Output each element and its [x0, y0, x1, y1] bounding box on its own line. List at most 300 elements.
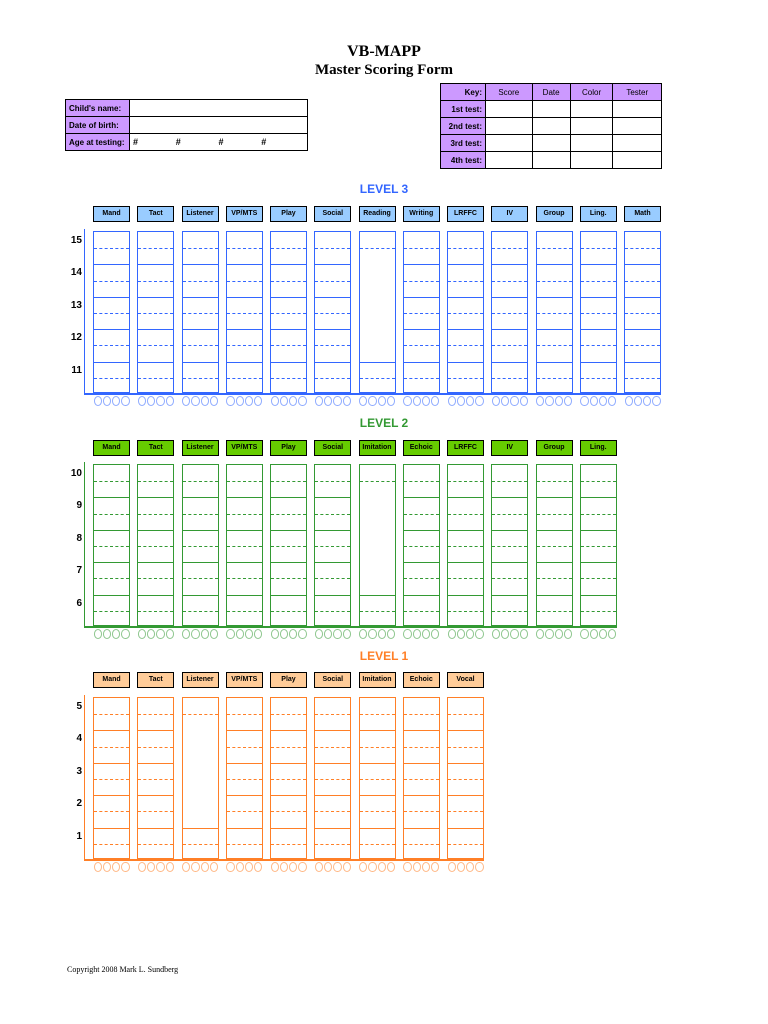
- test-circle[interactable]: [182, 396, 190, 406]
- domain-header: Imitation: [359, 440, 396, 456]
- test-circle[interactable]: [431, 396, 439, 406]
- test-circle[interactable]: [536, 629, 544, 639]
- score-cell-divider: [315, 546, 350, 547]
- domain-column[interactable]: [359, 464, 396, 626]
- score-cell-divider: [448, 779, 483, 780]
- test-circle[interactable]: [324, 629, 332, 639]
- domain-column[interactable]: [491, 231, 528, 393]
- score-cell-divider: [537, 595, 572, 596]
- test-circle[interactable]: [333, 396, 341, 406]
- test-circle[interactable]: [121, 629, 129, 639]
- score-cell-divider: [138, 844, 173, 845]
- test-circle[interactable]: [387, 396, 395, 406]
- score-cell-divider: [227, 362, 262, 363]
- test-circle[interactable]: [545, 629, 553, 639]
- score-cell-divider: [227, 763, 262, 764]
- domain-column[interactable]: [137, 231, 174, 393]
- test-circle[interactable]: [280, 396, 288, 406]
- test-circles: [359, 396, 396, 408]
- dob-row: [66, 117, 308, 134]
- test-circle[interactable]: [271, 629, 279, 639]
- test-circle[interactable]: [368, 396, 376, 406]
- score-cell-divider: [315, 828, 350, 829]
- test-circle[interactable]: [643, 396, 651, 406]
- test-circle[interactable]: [245, 862, 253, 872]
- test-circle[interactable]: [590, 629, 598, 639]
- dob-field[interactable]: [130, 117, 308, 134]
- domain-header: Social: [314, 440, 351, 456]
- score-cell-divider: [448, 795, 483, 796]
- test-circle[interactable]: [201, 629, 209, 639]
- score-cell-divider: [404, 297, 439, 298]
- test-circles: [314, 862, 351, 874]
- score-cell-divider: [227, 795, 262, 796]
- score-cell-divider: [625, 248, 660, 249]
- domain-column[interactable]: [226, 697, 263, 859]
- test-circle[interactable]: [492, 396, 500, 406]
- test-circle[interactable]: [280, 862, 288, 872]
- test-circle[interactable]: [138, 396, 146, 406]
- test-circle[interactable]: [378, 396, 386, 406]
- domain-column[interactable]: [314, 697, 351, 859]
- test-circles: [580, 629, 617, 641]
- test-circle[interactable]: [245, 396, 253, 406]
- test-circle[interactable]: [536, 396, 544, 406]
- test-circle[interactable]: [457, 629, 465, 639]
- score-cell-divider: [183, 844, 218, 845]
- score-cell-divider: [360, 730, 395, 731]
- score-cell-divider: [581, 281, 616, 282]
- test-circle[interactable]: [555, 396, 563, 406]
- test-circle[interactable]: [368, 629, 376, 639]
- key-cell[interactable]: [570, 152, 613, 169]
- domain-column[interactable]: [359, 697, 396, 859]
- domain-column[interactable]: [93, 231, 130, 393]
- grid-axis: [84, 229, 85, 395]
- score-cell-divider: [94, 595, 129, 596]
- domain-header: Ling.: [580, 440, 617, 456]
- test-circle[interactable]: [138, 862, 146, 872]
- key-cell[interactable]: [613, 101, 662, 118]
- test-circles: [536, 396, 573, 408]
- test-circle[interactable]: [564, 629, 572, 639]
- score-cell-divider: [448, 329, 483, 330]
- score-cell-divider: [227, 378, 262, 379]
- domain-column[interactable]: [447, 464, 484, 626]
- score-cell-divider: [138, 562, 173, 563]
- score-cell-divider: [227, 730, 262, 731]
- domain-column[interactable]: [624, 231, 661, 393]
- key-cell[interactable]: [532, 152, 570, 169]
- test-circle[interactable]: [147, 629, 155, 639]
- score-cell-divider: [138, 248, 173, 249]
- domain-column[interactable]: [580, 231, 617, 393]
- score-cell-divider: [138, 795, 173, 796]
- test-circle[interactable]: [156, 862, 164, 872]
- test-circle[interactable]: [182, 862, 190, 872]
- score-cell-divider: [271, 530, 306, 531]
- test-circle[interactable]: [422, 862, 430, 872]
- milestone-number: 2: [76, 798, 82, 810]
- test-circle[interactable]: [634, 396, 642, 406]
- test-circle[interactable]: [103, 862, 111, 872]
- test-circle[interactable]: [236, 396, 244, 406]
- score-cell-divider: [94, 297, 129, 298]
- test-circle[interactable]: [147, 862, 155, 872]
- score-cell-divider: [315, 313, 350, 314]
- score-cell-divider: [227, 578, 262, 579]
- score-cell-divider: [138, 779, 173, 780]
- test-circle[interactable]: [103, 629, 111, 639]
- score-cell-divider: [537, 378, 572, 379]
- test-circle[interactable]: [343, 629, 351, 639]
- test-circle[interactable]: [271, 862, 279, 872]
- test-circle[interactable]: [166, 629, 174, 639]
- test-circle[interactable]: [226, 629, 234, 639]
- test-circle[interactable]: [387, 862, 395, 872]
- test-circle[interactable]: [510, 396, 518, 406]
- test-circle[interactable]: [413, 862, 421, 872]
- score-cell-divider: [404, 281, 439, 282]
- test-circle[interactable]: [201, 862, 209, 872]
- key-cell[interactable]: [486, 118, 533, 135]
- score-cell-divider: [448, 578, 483, 579]
- score-cell-divider: [183, 281, 218, 282]
- test-circle[interactable]: [210, 629, 218, 639]
- test-circle[interactable]: [501, 629, 509, 639]
- test-circle[interactable]: [315, 629, 323, 639]
- domain-column[interactable]: [137, 464, 174, 626]
- domain-header: Group: [536, 206, 573, 222]
- score-cell-divider: [537, 546, 572, 547]
- score-cell-divider: [581, 578, 616, 579]
- score-cell-divider: [94, 811, 129, 812]
- test-circle[interactable]: [280, 629, 288, 639]
- score-cell-divider: [315, 281, 350, 282]
- score-cell-divider: [404, 562, 439, 563]
- score-cell-divider: [404, 611, 439, 612]
- test-circle[interactable]: [94, 629, 102, 639]
- test-circle[interactable]: [403, 862, 411, 872]
- test-circle[interactable]: [254, 862, 262, 872]
- domain-header: Social: [314, 206, 351, 222]
- test-circle[interactable]: [236, 862, 244, 872]
- test-circle[interactable]: [254, 396, 262, 406]
- score-cell-divider: [94, 264, 129, 265]
- test-circle[interactable]: [191, 629, 199, 639]
- color-header: Color: [570, 84, 613, 101]
- test-circle[interactable]: [343, 396, 351, 406]
- score-cell-divider: [404, 595, 439, 596]
- age-field[interactable]: [130, 134, 308, 151]
- test-circle[interactable]: [191, 396, 199, 406]
- test-circle[interactable]: [121, 862, 129, 872]
- test-circle[interactable]: [94, 862, 102, 872]
- score-cell-divider: [625, 345, 660, 346]
- domain-column[interactable]: [403, 697, 440, 859]
- score-cell-divider: [537, 578, 572, 579]
- domain-column[interactable]: [226, 231, 263, 393]
- test-circle[interactable]: [156, 396, 164, 406]
- test-circle[interactable]: [298, 629, 306, 639]
- domain-column[interactable]: [403, 464, 440, 626]
- test-circle[interactable]: [457, 862, 465, 872]
- test-circle[interactable]: [324, 396, 332, 406]
- test-circle[interactable]: [210, 396, 218, 406]
- test-circle[interactable]: [289, 396, 297, 406]
- score-cell-divider: [492, 578, 527, 579]
- test-circle[interactable]: [182, 629, 190, 639]
- test-circle[interactable]: [501, 396, 509, 406]
- test-circle[interactable]: [580, 396, 588, 406]
- test-circle[interactable]: [378, 629, 386, 639]
- score-cell-divider: [138, 514, 173, 515]
- score-header: Score: [486, 84, 533, 101]
- key-cell[interactable]: [613, 118, 662, 135]
- score-cell-divider: [271, 248, 306, 249]
- test-circle[interactable]: [457, 396, 465, 406]
- test-circle[interactable]: [625, 396, 633, 406]
- test-circle[interactable]: [343, 862, 351, 872]
- test-circle[interactable]: [236, 629, 244, 639]
- score-cell-divider: [227, 281, 262, 282]
- test-circle[interactable]: [520, 629, 528, 639]
- test-circles: [93, 862, 130, 874]
- test-circle[interactable]: [166, 396, 174, 406]
- test-circle[interactable]: [112, 862, 120, 872]
- test-circle[interactable]: [226, 862, 234, 872]
- child-name-row: [66, 100, 308, 117]
- age-label: Age at testing:: [66, 134, 130, 151]
- score-cell-divider: [581, 481, 616, 482]
- test-circle[interactable]: [431, 629, 439, 639]
- test-circle[interactable]: [413, 396, 421, 406]
- key-cell[interactable]: [486, 101, 533, 118]
- test-circle[interactable]: [121, 396, 129, 406]
- test-circle[interactable]: [431, 862, 439, 872]
- age-mark: #: [261, 137, 267, 147]
- score-cell-divider: [404, 378, 439, 379]
- test-circle[interactable]: [413, 629, 421, 639]
- test-circle[interactable]: [368, 862, 376, 872]
- domain-header: Social: [314, 672, 351, 688]
- domain-column[interactable]: [314, 464, 351, 626]
- test-circle[interactable]: [466, 862, 474, 872]
- key-cell[interactable]: [532, 135, 570, 152]
- domain-column[interactable]: [447, 231, 484, 393]
- key-cell[interactable]: [570, 135, 613, 152]
- domain-column[interactable]: [270, 231, 307, 393]
- test-circle[interactable]: [448, 396, 456, 406]
- test-circle[interactable]: [315, 396, 323, 406]
- score-cell-divider: [315, 345, 350, 346]
- test-circles: [314, 629, 351, 641]
- test-circle[interactable]: [359, 396, 367, 406]
- score-cell-divider: [271, 811, 306, 812]
- test-circle[interactable]: [403, 396, 411, 406]
- test-circle[interactable]: [387, 629, 395, 639]
- test-circle[interactable]: [254, 629, 262, 639]
- test-circle[interactable]: [510, 629, 518, 639]
- test-circle[interactable]: [226, 396, 234, 406]
- test-circles: [270, 629, 307, 641]
- dob-label: Date of birth:: [66, 117, 130, 134]
- score-cell-divider: [138, 714, 173, 715]
- score-cell-divider: [448, 811, 483, 812]
- test-circle[interactable]: [298, 396, 306, 406]
- score-cell-divider: [492, 264, 527, 265]
- test-circle[interactable]: [112, 396, 120, 406]
- test-circle[interactable]: [466, 629, 474, 639]
- test-circle[interactable]: [245, 629, 253, 639]
- score-cell-divider: [183, 611, 218, 612]
- score-cell-divider: [138, 611, 173, 612]
- test-circle[interactable]: [94, 396, 102, 406]
- test-circle[interactable]: [492, 629, 500, 639]
- test-circle[interactable]: [448, 629, 456, 639]
- milestone-number: 5: [76, 701, 82, 712]
- score-cell-divider: [271, 828, 306, 829]
- grid-axis: [84, 462, 85, 628]
- test-circle[interactable]: [201, 396, 209, 406]
- test-circle[interactable]: [210, 862, 218, 872]
- test-circle[interactable]: [147, 396, 155, 406]
- domain-column[interactable]: [137, 697, 174, 859]
- domain-column[interactable]: [182, 231, 219, 393]
- test-circle[interactable]: [359, 629, 367, 639]
- test-circle[interactable]: [475, 396, 483, 406]
- test-circle[interactable]: [475, 629, 483, 639]
- key-cell[interactable]: [613, 152, 662, 169]
- domain-column[interactable]: [447, 697, 484, 859]
- key-cell[interactable]: [486, 152, 533, 169]
- domain-column[interactable]: [536, 231, 573, 393]
- domain-column[interactable]: [580, 464, 617, 626]
- test-circle[interactable]: [448, 862, 456, 872]
- score-cell-divider: [271, 763, 306, 764]
- score-cell-divider: [138, 763, 173, 764]
- test-circle[interactable]: [422, 396, 430, 406]
- domain-column[interactable]: [226, 464, 263, 626]
- test-circle[interactable]: [599, 629, 607, 639]
- child-name-field[interactable]: [130, 100, 308, 117]
- test-circle[interactable]: [403, 629, 411, 639]
- test-circle[interactable]: [475, 862, 483, 872]
- test-circle[interactable]: [378, 862, 386, 872]
- score-cell-divider: [537, 297, 572, 298]
- key-row: [441, 101, 662, 118]
- domain-column[interactable]: [182, 697, 219, 859]
- test-circle[interactable]: [333, 629, 341, 639]
- test-circle[interactable]: [298, 862, 306, 872]
- score-cell-divider: [315, 481, 350, 482]
- test-label: 3rd test:: [441, 135, 486, 152]
- test-circle[interactable]: [138, 629, 146, 639]
- key-cell[interactable]: [570, 118, 613, 135]
- test-circle[interactable]: [289, 629, 297, 639]
- test-circle[interactable]: [564, 396, 572, 406]
- score-cell-divider: [448, 378, 483, 379]
- domain-column[interactable]: [270, 464, 307, 626]
- domain-column[interactable]: [403, 231, 440, 393]
- domain-column[interactable]: [93, 464, 130, 626]
- test-circle[interactable]: [555, 629, 563, 639]
- test-circle[interactable]: [289, 862, 297, 872]
- test-circle[interactable]: [103, 396, 111, 406]
- score-cell-divider: [360, 362, 395, 363]
- test-circle[interactable]: [466, 396, 474, 406]
- test-circle[interactable]: [608, 629, 616, 639]
- score-cell-divider: [227, 514, 262, 515]
- score-cell-divider: [138, 530, 173, 531]
- test-circle[interactable]: [422, 629, 430, 639]
- score-cell-divider: [581, 264, 616, 265]
- domain-column[interactable]: [270, 697, 307, 859]
- score-cell-divider: [315, 730, 350, 731]
- score-cell-divider: [537, 611, 572, 612]
- score-cell-divider: [315, 329, 350, 330]
- domain-column[interactable]: [182, 464, 219, 626]
- score-cell-divider: [271, 611, 306, 612]
- score-cell-divider: [94, 747, 129, 748]
- key-cell[interactable]: [532, 118, 570, 135]
- test-circle[interactable]: [191, 862, 199, 872]
- score-cell-divider: [448, 345, 483, 346]
- domain-column[interactable]: [359, 231, 396, 393]
- test-circle[interactable]: [580, 629, 588, 639]
- test-circle[interactable]: [315, 862, 323, 872]
- test-circles: [403, 396, 440, 408]
- domain-column[interactable]: [536, 464, 573, 626]
- test-circle[interactable]: [112, 629, 120, 639]
- score-cell-divider: [360, 828, 395, 829]
- key-cell[interactable]: [486, 135, 533, 152]
- test-circle[interactable]: [333, 862, 341, 872]
- test-circles: [491, 396, 528, 408]
- domain-column[interactable]: [491, 464, 528, 626]
- test-circle[interactable]: [590, 396, 598, 406]
- test-circle[interactable]: [520, 396, 528, 406]
- test-circle[interactable]: [324, 862, 332, 872]
- test-circle[interactable]: [271, 396, 279, 406]
- score-cell-divider: [271, 779, 306, 780]
- test-circle[interactable]: [156, 629, 164, 639]
- test-circle[interactable]: [545, 396, 553, 406]
- milestone-number: 14: [70, 267, 82, 279]
- score-cell-divider: [183, 248, 218, 249]
- test-circle[interactable]: [166, 862, 174, 872]
- test-circle[interactable]: [599, 396, 607, 406]
- score-cell-divider: [315, 811, 350, 812]
- test-circle[interactable]: [652, 396, 660, 406]
- domain-column[interactable]: [93, 697, 130, 859]
- score-cell-divider: [537, 281, 572, 282]
- test-circles: [580, 396, 617, 408]
- score-cell-divider: [448, 828, 483, 829]
- score-cell-divider: [492, 546, 527, 547]
- score-cell-divider: [625, 362, 660, 363]
- test-circles: [182, 396, 219, 408]
- test-circle[interactable]: [608, 396, 616, 406]
- key-cell[interactable]: [613, 135, 662, 152]
- key-cell[interactable]: [532, 101, 570, 118]
- score-cell-divider: [492, 514, 527, 515]
- score-cell-divider: [138, 481, 173, 482]
- domain-header: Math: [624, 206, 661, 222]
- test-circle[interactable]: [359, 862, 367, 872]
- domain-column[interactable]: [314, 231, 351, 393]
- key-cell[interactable]: [570, 101, 613, 118]
